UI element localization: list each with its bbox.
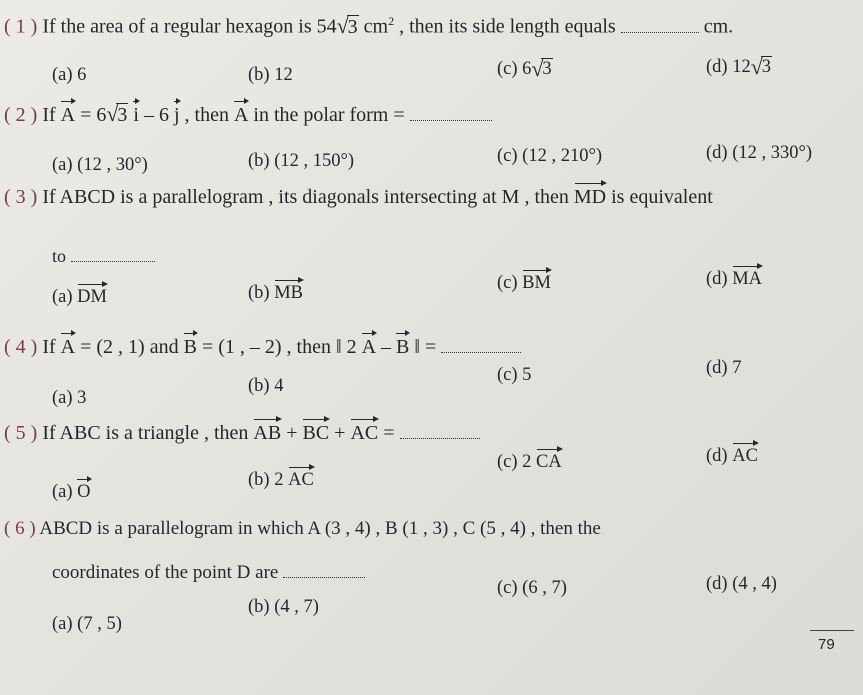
- sqrt-symbol: √ 3: [338, 16, 359, 39]
- answer-blank: [441, 338, 521, 353]
- page-number-rule: [810, 630, 854, 631]
- q1-option-d[interactable]: (d) 12√ 3: [706, 57, 772, 78]
- question-4-number: ( 4 ): [4, 336, 38, 358]
- answer-blank: [71, 247, 155, 262]
- question-6-line: ( 6 ) ABCD is a parallelogram in which A (3 , 4) , B (1 , 3) , C (5 , 4) , then the: [4, 518, 601, 539]
- answer-blank: [283, 563, 365, 578]
- answer-blank: [621, 18, 699, 33]
- question-5-number: ( 5 ): [4, 422, 38, 444]
- q2-option-b[interactable]: (b) (12 , 150°): [248, 151, 355, 171]
- question-6-number: ( 6 ): [4, 518, 36, 539]
- q4-option-d[interactable]: (d) 7: [706, 358, 742, 378]
- page-number: 79: [818, 636, 835, 653]
- question-2-line: ( 2 ) If A = 6√ 3 i – 6 j , then A in the polar form =: [4, 104, 492, 127]
- q6-option-b[interactable]: (b) (4 , 7): [248, 597, 319, 617]
- q4-option-b[interactable]: (b) 4: [248, 376, 284, 396]
- q2-option-d[interactable]: (d) (12 , 330°): [706, 143, 813, 163]
- question-3-line: ( 3 ) If ABCD is a parallelogram , its diagonals intersecting at M , then MD is equivalent: [4, 186, 713, 208]
- question-4-line: ( 4 ) If A = (2 , 1) and B = (1 , – 2) , then ‖ 2 A – B ‖ =: [4, 336, 521, 359]
- q3-option-c[interactable]: (c) BM: [497, 273, 551, 293]
- q3-option-a[interactable]: (a) DM: [52, 287, 107, 307]
- q1-option-c[interactable]: (c) 6√ 3: [497, 59, 553, 80]
- question-1-text-a: If the area of a regular hexagon is 54: [42, 15, 337, 38]
- q6-option-c[interactable]: (c) (6 , 7): [497, 578, 567, 598]
- question-6-line-2: coordinates of the point D are: [52, 562, 365, 584]
- question-1-line: ( 1 ) If the area of a regular hexagon is 54√ 3 $cm^2$ , then its side length equals cm.: [4, 14, 733, 39]
- q5-option-d[interactable]: (d) AC: [706, 446, 758, 466]
- q1-option-b[interactable]: (b) 12: [248, 65, 293, 85]
- answer-blank: [410, 106, 492, 121]
- question-3-line-2: to: [52, 245, 155, 268]
- question-3-number: ( 3 ): [4, 186, 38, 208]
- q5-option-c[interactable]: (c) 2 CA: [497, 452, 562, 472]
- q5-option-a[interactable]: (a) O: [52, 482, 91, 502]
- question-5-line: ( 5 ) If ABC is a triangle , then AB + BC + AC =: [4, 422, 480, 445]
- q5-option-b[interactable]: (b) 2 AC: [248, 470, 314, 490]
- question-1-number: ( 1 ): [4, 15, 38, 38]
- question-2-number: ( 2 ): [4, 104, 38, 126]
- q2-option-c[interactable]: (c) (12 , 210°): [497, 146, 603, 166]
- q4-option-a[interactable]: (a) 3: [52, 388, 87, 408]
- q4-option-c[interactable]: (c) 5: [497, 365, 532, 385]
- q6-option-d[interactable]: (d) (4 , 4): [706, 574, 777, 594]
- q3-option-d[interactable]: (d) MA: [706, 269, 763, 289]
- q3-option-b[interactable]: (b) MB: [248, 283, 303, 303]
- q2-option-a[interactable]: (a) (12 , 30°): [52, 155, 148, 175]
- q1-option-a[interactable]: (a) 6: [52, 65, 87, 85]
- q6-option-a[interactable]: (a) (7 , 5): [52, 614, 122, 634]
- answer-blank: [400, 424, 480, 439]
